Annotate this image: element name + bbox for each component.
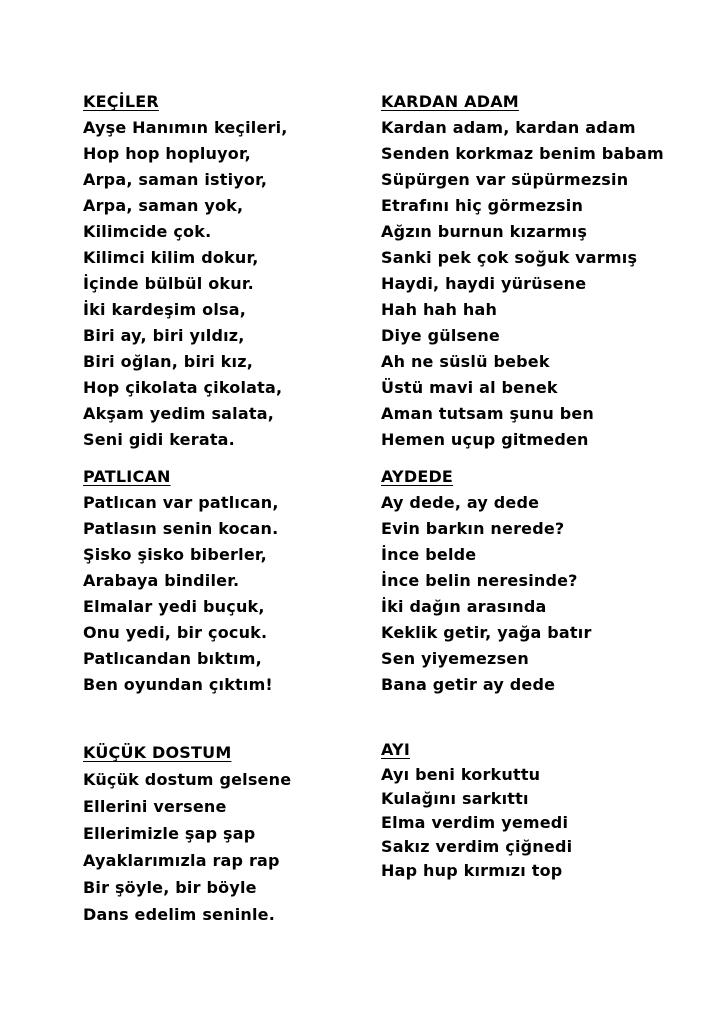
poem-line: Ayşe Hanımın keçileri, (83, 118, 288, 137)
poem-line: İki dağın arasında (381, 597, 547, 616)
poem-title: KÜÇÜK DOSTUM (83, 743, 232, 762)
poem-kucuk-dostum (83, 740, 291, 928)
poem-line: Ellerini versene (83, 797, 227, 816)
poem-line: Sanki pek çok soğuk varmış (381, 248, 638, 267)
poem-line: Bana getir ay dede (381, 675, 556, 694)
poem-line: Dans edelim seninle. (83, 905, 275, 924)
poem-line: Patlasın senin kocan. (83, 519, 279, 538)
poem-line: Üstü mavi al benek (381, 378, 558, 397)
poem-keciler (83, 89, 288, 453)
poem-line: Kilimci kilim dokur, (83, 248, 259, 267)
poem-line: İki kardeşim olsa, (83, 300, 247, 319)
poem-line: Haydi, haydi yürüsene (381, 274, 587, 293)
poem-line: Hop çikolata çikolata, (83, 378, 283, 397)
poem-line: Akşam yedim salata, (83, 404, 274, 423)
poem-line: Bir şöyle, bir böyle (83, 878, 257, 897)
poem-line: İnce belin neresinde? (381, 571, 578, 590)
poem-line: Evin barkın nerede? (381, 519, 565, 538)
poem-line: Keklik getir, yağa batır (381, 623, 592, 642)
poem-patlican (83, 464, 279, 698)
poem-line: İçinde bülbül okur. (83, 274, 254, 293)
poem-line: Aman tutsam şunu ben (381, 404, 595, 423)
poem-aydede (381, 464, 592, 698)
poem-line: Patlıcan var patlıcan, (83, 493, 279, 512)
poem-title: AYI (381, 740, 410, 759)
poem-line: Süpürgen var süpürmezsin (381, 170, 629, 189)
poem-line: Ben oyundan çıktım! (83, 675, 273, 694)
poem-line: Ah ne süslü bebek (381, 352, 550, 371)
poem-line: Hemen uçup gitmeden (381, 430, 589, 449)
poem-line: Ellerimizle şap şap (83, 824, 256, 843)
poem-line: Biri ay, biri yıldız, (83, 326, 245, 345)
poem-line: Ayaklarımızla rap rap (83, 851, 280, 870)
poem-title: PATLICAN (83, 467, 171, 486)
poem-line: Ağzın burnun kızarmış (381, 222, 588, 241)
poem-line: Küçük dostum gelsene (83, 770, 292, 789)
poem-title: KARDAN ADAM (381, 92, 519, 111)
poem-line: Seni gidi kerata. (83, 430, 235, 449)
poem-line: Kardan adam, kardan adam (381, 118, 636, 137)
poem-line: Biri oğlan, biri kız, (83, 352, 253, 371)
poem-line: Elmalar yedi buçuk, (83, 597, 265, 616)
poem-line: Kilimcide çok. (83, 222, 212, 241)
poem-line: Arpa, saman istiyor, (83, 170, 268, 189)
poem-line: Senden korkmaz benim babam (381, 144, 664, 163)
poem-title: KEÇİLER (83, 92, 159, 111)
poem-line: Hah hah hah (381, 300, 498, 319)
poem-title: AYDEDE (381, 467, 454, 486)
poem-line: Sen yiyemezsen (381, 649, 529, 668)
poem-ayi (381, 737, 572, 883)
poem-line: Hap hup kırmızı top (381, 861, 563, 880)
poem-line: Patlıcandan bıktım, (83, 649, 262, 668)
poem-line: Onu yedi, bir çocuk. (83, 623, 268, 642)
poem-line: Hop hop hopluyor, (83, 144, 251, 163)
poem-line: Arpa, saman yok, (83, 196, 244, 215)
poem-line: Sakız verdim çiğnedi (381, 837, 573, 856)
poem-kardan-adam (381, 89, 664, 453)
poem-line: Elma verdim yemedi (381, 813, 569, 832)
poem-line: Diye gülsene (381, 326, 500, 345)
poem-line: Arabaya bindiler. (83, 571, 240, 590)
poem-line: Ay dede, ay dede (381, 493, 540, 512)
poem-line: Ayı beni korkuttu (381, 765, 541, 784)
poem-line: İnce belde (381, 545, 477, 564)
poem-line: Etrafını hiç görmezsin (381, 196, 584, 215)
poem-line: Şisko şisko biberler, (83, 545, 267, 564)
poem-line: Kulağını sarkıttı (381, 789, 529, 808)
